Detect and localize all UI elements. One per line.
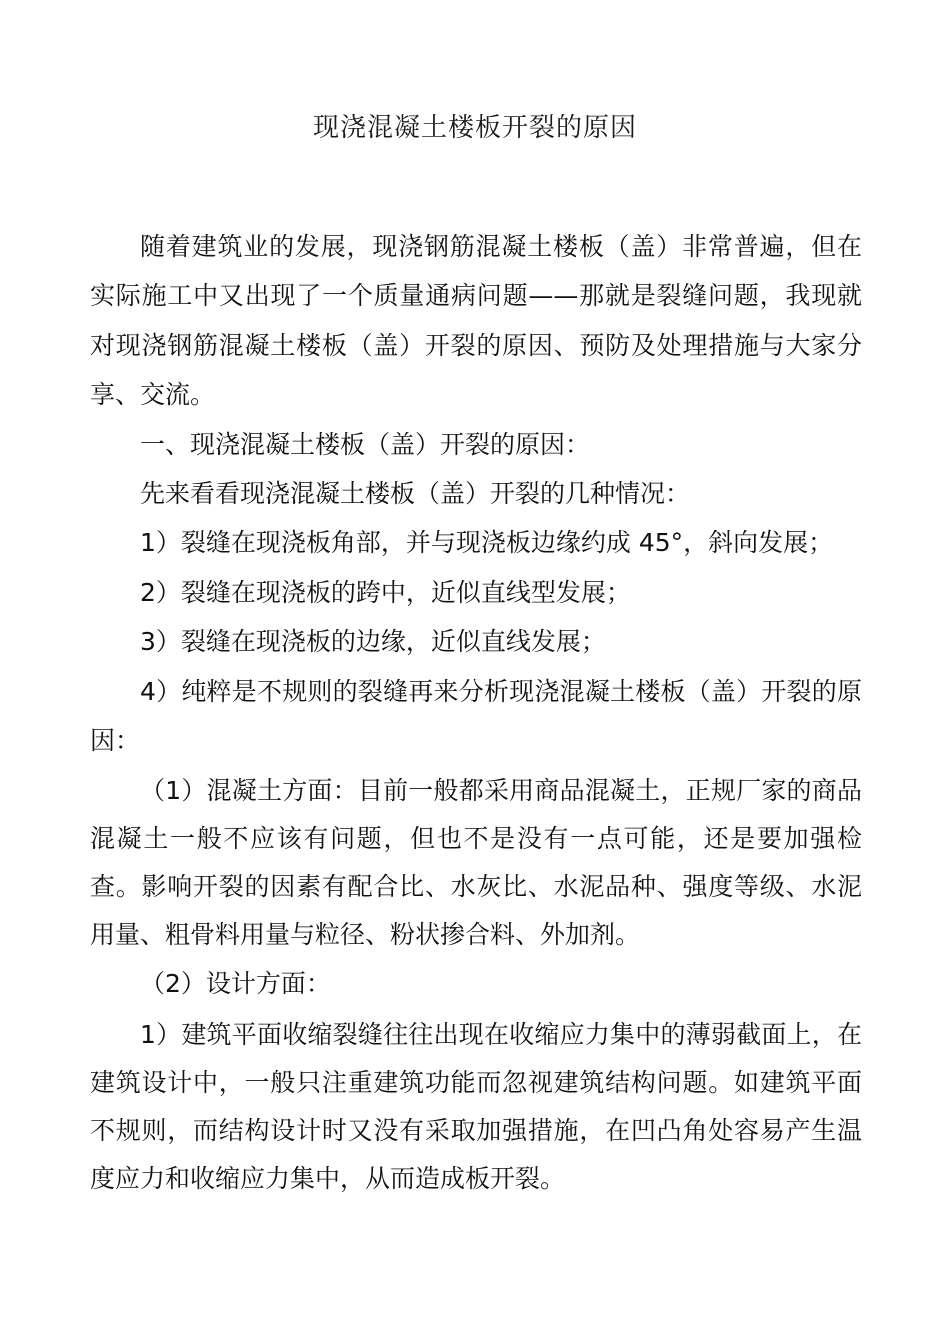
document-title: 现浇混凝土楼板开裂的原因 <box>312 113 637 143</box>
paragraph-design-point-1: 1）建筑平面收缩裂缝往往出现在收缩应力集中的薄弱截面上，在建筑设计中，一般只注重建筑功能而忽视建筑结构问题。如建筑平面不规则，而结构设计时又没有采取加强措施，在凹凸角处容易产生温度应力和收缩应力集中，从而造成板开裂。 <box>90 1019 862 1193</box>
paragraph-case-2: 2）裂缝在现浇板的跨中，近似直线型发展； <box>140 577 631 607</box>
paragraph-case-4: 4）纯粹是不规则的裂缝再来分析现浇混凝土楼板（盖）开裂的原因： <box>90 676 862 756</box>
paragraph-design-aspect: （2）设计方面： <box>140 969 331 999</box>
paragraph-case-1: 1）裂缝在现浇板角部，并与现浇板边缘约成 45°，斜向发展； <box>140 528 834 558</box>
paragraph-intro: 随着建筑业的发展，现浇钢筋混凝土楼板（盖）非常普遍，但在实际施工中又出现了一个质量通病问题——那就是裂缝问题，我现就对现浇钢筋混凝土楼板（盖）开裂的原因、预防及处理措施与大家分享、交流。 <box>90 232 862 410</box>
paragraph-cases-intro: 先来看看现浇混凝土楼板（盖）开裂的几种情况： <box>140 479 691 509</box>
paragraph-section-heading: 一、现浇混凝土楼板（盖）开裂的原因： <box>140 429 591 459</box>
paragraph-concrete-aspect: （1）混凝土方面：目前一般都采用商品混凝土，正规厂家的商品混凝土一般不应该有问题，但也不是没有一点可能，还是要加强检查。影响开裂的因素有配合比、水灰比、水泥品种、强度等级、水泥用量、粗骨料用量与粒径、粉状掺合料、外加剂。 <box>90 776 862 950</box>
document-body <box>90 222 862 1203</box>
paragraph-case-3: 3）裂缝在现浇板的边缘，近似直线发展； <box>140 627 606 657</box>
